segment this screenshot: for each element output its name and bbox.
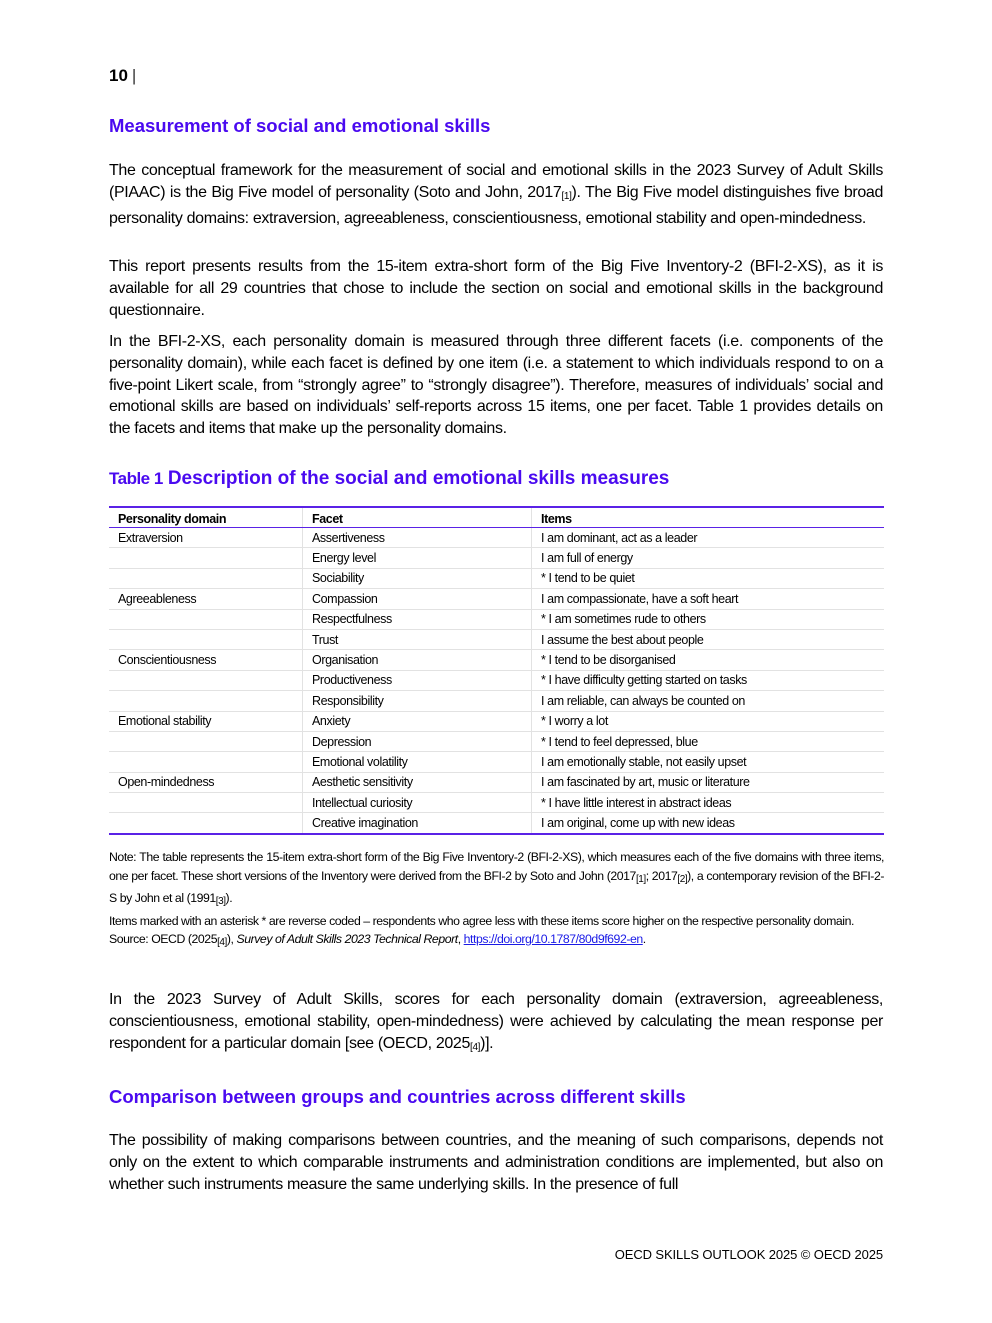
paragraph-text: ). The Big Five model distinguishes five broad personality domains: extraversion, agreeableness, conscientiousness, emotional stability and open-mindedness. xyxy=(109,183,883,227)
note-text: ; 2017 xyxy=(645,868,678,883)
cell-item: I assume the best about people xyxy=(532,629,885,649)
cell-domain xyxy=(109,609,303,629)
page-number-separator: | xyxy=(131,66,137,85)
cell-domain: Open-mindedness xyxy=(109,772,303,792)
cell-item: * I tend to be quiet xyxy=(532,568,885,588)
page-number xyxy=(109,66,136,86)
table-row xyxy=(109,629,884,649)
cell-domain xyxy=(109,670,303,690)
cell-item: * I have difficulty getting started on tasks xyxy=(532,670,885,690)
table-row xyxy=(109,548,884,568)
cell-facet: Intellectual curiosity xyxy=(303,793,532,813)
paragraph-report: This report presents results from the 15-item extra-short form of the Big Five Inventory-2 (BFI-2-XS), as it is available for all 29 countries that chose to include the section on social and emotional skills in the background questionnaire. xyxy=(109,258,883,319)
table-row xyxy=(109,670,884,690)
table-note xyxy=(109,848,884,953)
cell-item: I am reliable, can always be counted on xyxy=(532,691,885,711)
source-text: . xyxy=(642,932,646,946)
cell-domain xyxy=(109,629,303,649)
cell-facet: Assertiveness xyxy=(303,528,532,548)
column-header-domain: Personality domain xyxy=(109,507,303,528)
cell-item: * I tend to be disorganised xyxy=(532,650,885,670)
table-row xyxy=(109,589,884,609)
cell-domain: Conscientiousness xyxy=(109,650,303,670)
cell-item: * I am sometimes rude to others xyxy=(532,609,885,629)
table-row xyxy=(109,691,884,711)
paragraph-scores xyxy=(109,989,883,1058)
table-row xyxy=(109,568,884,588)
cell-domain: Agreeableness xyxy=(109,589,303,609)
cell-facet: Creative imagination xyxy=(303,813,532,834)
doi-link[interactable]: https://doi.org/10.1787/80d9f692-en xyxy=(463,932,643,946)
note-text: ). xyxy=(225,891,233,905)
cell-item: I am emotionally stable, not easily upset xyxy=(532,752,885,772)
citation-ref[interactable]: [4] xyxy=(217,937,227,948)
source-text: Source: OECD (2025 xyxy=(109,932,218,946)
table-row xyxy=(109,752,884,772)
cell-item: I am dominant, act as a leader xyxy=(532,528,885,548)
cell-item: I am original, come up with new ideas xyxy=(532,813,885,834)
citation-ref[interactable]: [1] xyxy=(561,190,572,202)
note-text: Note: The table represents the 15-item extra-short form of the Big Five Inventory-2 (BFI-2-XS), which measures each of the five domains with three items, one per facet. These short versions of the Inventory were derived from the BFI-2 by Soto and John (2017 xyxy=(109,850,884,883)
paragraph-text: )]. xyxy=(480,1034,494,1052)
table-row xyxy=(109,528,884,548)
cell-domain xyxy=(109,731,303,751)
table-row xyxy=(109,731,884,751)
cell-facet: Responsibility xyxy=(303,691,532,711)
cell-domain: Extraversion xyxy=(109,528,303,548)
cell-domain xyxy=(109,793,303,813)
cell-facet: Energy level xyxy=(303,548,532,568)
table-row xyxy=(109,772,884,792)
table-row xyxy=(109,711,884,731)
paragraph-text: In the 2023 Survey of Adult Skills, scores for each personality domain (extraversion, agreeableness, conscientiousness, emotional stability, open-mindedness) were achieved by calculating the mean response per respondent for a particular domain [see (OECD, 2025 xyxy=(109,991,883,1052)
cell-item: I am fascinated by art, music or literature xyxy=(532,772,885,792)
cell-item: * I worry a lot xyxy=(532,711,885,731)
skills-measures-table xyxy=(109,506,884,835)
table-row xyxy=(109,650,884,670)
cell-facet: Emotional volatility xyxy=(303,752,532,772)
cell-facet: Respectfulness xyxy=(303,609,532,629)
cell-item: * I tend to feel depressed, blue xyxy=(532,731,885,751)
cell-domain xyxy=(109,752,303,772)
column-header-facet: Facet xyxy=(303,507,532,528)
section-heading-comparison: Comparison between groups and countries across different skills xyxy=(109,1086,686,1107)
table-row xyxy=(109,793,884,813)
cell-facet: Compassion xyxy=(303,589,532,609)
page-footer: OECD SKILLS OUTLOOK 2025 © OECD 2025 xyxy=(614,1247,883,1262)
citation-ref[interactable]: [4] xyxy=(470,1041,481,1053)
table-note-asterisk: Items marked with an asterisk * are reverse coded – respondents who agree less with these items score higher on the respective personality domain. xyxy=(109,913,854,928)
table-source xyxy=(109,930,884,953)
cell-domain xyxy=(109,568,303,588)
cell-facet: Sociability xyxy=(303,568,532,588)
cell-facet: Productiveness xyxy=(303,670,532,690)
table-note-text xyxy=(109,848,884,912)
source-title: Survey of Adult Skills 2023 Technical Report xyxy=(236,932,458,946)
cell-item: I am full of energy xyxy=(532,548,885,568)
cell-domain xyxy=(109,548,303,568)
paragraph-framework xyxy=(109,160,883,229)
table-row xyxy=(109,609,884,629)
cell-facet: Organisation xyxy=(303,650,532,670)
table-title xyxy=(109,468,669,490)
page-number-value: 10 xyxy=(109,66,128,85)
cell-domain xyxy=(109,813,303,834)
note-text: ), a contemporary revision of the BFI-2-S by John et al (1991 xyxy=(109,868,884,905)
cell-facet: Trust xyxy=(303,629,532,649)
cell-domain: Emotional stability xyxy=(109,711,303,731)
section-heading-measurement: Measurement of social and emotional skills xyxy=(109,115,491,136)
paragraph-bfi: In the BFI-2-XS, each personality domain is measured through three different facets (i.e. components of the personality domain), while each facet is defined by one item (i.e. a statement to which individuals respond to on a five-point Likert scale, from “strongly agree” to “strongly disagree”). Therefore, measures of individuals’ social and emotional skills are based on individuals’ self-reports across 15 items, one per facet. Table 1 provides details on the facets and items that make up the personality domains. xyxy=(109,333,883,438)
cell-domain xyxy=(109,691,303,711)
cell-facet: Aesthetic sensitivity xyxy=(303,772,532,792)
table-row xyxy=(109,813,884,834)
table-header-row xyxy=(109,507,884,528)
source-text: ), xyxy=(226,932,237,946)
cell-facet: Depression xyxy=(303,731,532,751)
cell-item: I am compassionate, have a soft heart xyxy=(532,589,885,609)
table-number: Table 1 xyxy=(109,469,163,488)
citation-ref[interactable]: [2] xyxy=(677,873,688,885)
cell-item: * I have little interest in abstract ideas xyxy=(532,793,885,813)
column-header-items: Items xyxy=(532,507,885,528)
citation-ref[interactable]: [3] xyxy=(215,896,226,907)
table-title-text: Description of the social and emotional skills measures xyxy=(167,468,670,489)
paragraph-comparison: The possibility of making comparisons between countries, and the meaning of such comparisons, depends not only on the extent to which comparable instruments and administration conditions are implemented, but also on whether such instruments measure the same underlying skills. In the presence of full xyxy=(109,1132,883,1193)
citation-ref[interactable]: [1] xyxy=(635,873,646,885)
cell-facet: Anxiety xyxy=(303,711,532,731)
source-text: , xyxy=(457,932,464,946)
paragraph-text: The conceptual framework for the measurement of social and emotional skills in the 2023 Survey of Adult Skills (PIAAC) is the Big Five model of personality (Soto and John, 2017 xyxy=(109,162,883,201)
